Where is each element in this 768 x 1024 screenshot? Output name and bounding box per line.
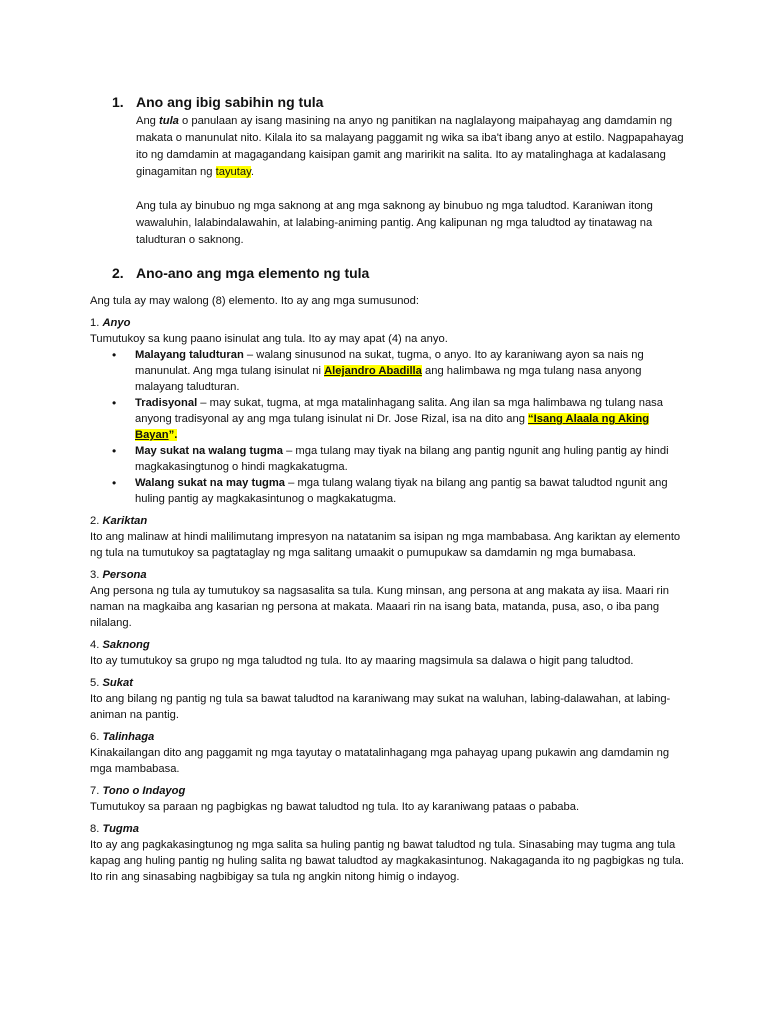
p1-highlight-tayutay: tayutay [215,166,251,178]
element-number: 7. [90,785,103,797]
element-anyo [90,315,690,507]
section-2-title: Ano-ano ang mga elemento ng tula [136,265,370,281]
element-description: Ito ang bilang ng pantig ng tula sa bawat taludtod na karaniwang may sukat na waluhan, labing-dalawahan, at labing-animan na pantig. [90,693,671,721]
elements-intro: Ang tula ay may walong (8) elemento. Ito ay ang mga sumusunod: [90,295,419,307]
element-kariktan [90,507,690,561]
p1-text-a: Ang [136,115,160,127]
element-description: Kinakailangan dito ang paggamit ng mga tayutay o matatalinhagang mga pahayag upang pukawin ang damdamin ng mga mambabasa. [90,747,670,775]
element-number: 5. [90,677,103,689]
element-tono-o-indayog [90,777,690,815]
element-title: Saknong [102,639,150,651]
element-title: Anyo [102,317,131,329]
bullet-term: Malayang taludturan [135,349,244,361]
bullet-dot-icon: • [112,444,117,458]
element-number: 2. [90,515,103,527]
section-2-number: 2. [112,265,124,281]
element-sukat [90,669,690,723]
element-description: Ito ay ang pagkakasingtunog ng mga salita sa huling pantig ng bawat taludtod ng tula. Sinasabing may tugma ang tula kapag ang huling pantig ng huling salita ng bawat taludtod ay magkakasintunog. Nakagaganda ito ng pagbigkas ng tula. Ito rin ang sinasabing nagbibigay sa tula ng angkin nitong himig o indayog. [90,839,684,883]
element-title: Sukat [102,677,133,689]
bullet-dot-icon: • [112,476,117,490]
element-description: Ito ay tumutukoy sa grupo ng mga taludtod ng tula. Ito ay maaring magsimula sa dalawa o higit pang taludtod. [90,655,634,667]
p1-text-b: o panulaan ay isang masining na anyo ng panitikan na naglalayong maipahayag ang damdamin ng makata o manunulat nito. Kilala ito sa malayang paggamit ng wika sa iba't ibang anyo at estilo. Nagpapahayag ito ng damdamin at magagandang kaisipan gamit ang maririkit na salita. Ito ay matalinghaga at kadalasang ginagamitan ng [136,115,684,178]
element-number: 6. [90,731,103,743]
highlight-alejandro-abadilla: Alejandro Abadilla [324,365,422,377]
p1-term-tula: tula [159,115,179,127]
element-number: 3. [90,569,103,581]
elements-list [90,507,690,885]
element-description: Ito ang malinaw at hindi malilimutang impresyon na natatanim sa isipan ng mga mambabasa. Ang kariktan ay elemento ng tula na tumutukoy sa pagtataglay ng mga salitang umaakit o pumupukaw sa damdamin ng mga bumabasa. [90,531,681,559]
section-1-title: Ano ang ibig sabihin ng tula [136,94,324,110]
bullet-item: • Tradisyonal – may sukat, tugma, at mga matalinhagang salita. Ang ilan sa mga halimbawa ng tulang nasa anyong tradisyonal ay ang mga tulang isinulat ni Dr. Jose Rizal, isa na dito ang “Isang Alaala ng Aking Bayan”. [112,396,663,441]
section-1-paragraph-1 [136,113,686,181]
element-title: Kariktan [102,515,148,527]
section-1-paragraph-2: Ang tula ay binubuo ng mga saknong at ang mga saknong ay binubuo ng mga taludtod. Karaniwan itong wawaluhin, lalabindalawahin, at lalabing-animing pantig. Ang kalipunan ng mga taludtod ay tinatawag na taludturan o saknong. [136,200,653,246]
elements-body [90,293,690,885]
section-2-heading [112,265,369,281]
anyo-bullet-list [90,347,690,507]
section-1-heading [112,94,323,110]
bullet-item: • May sukat na walang tugma – mga tulang may tiyak na bilang ang pantig ngunit ang huling pantig ay hindi magkakasingtunog o hindi magkakatugma. [112,444,669,473]
element-number: 4. [90,639,103,651]
bullet-item: • Walang sukat na may tugma – mga tulang walang tiyak na bilang ang pantig sa bawat taludtod ngunit ang huling pantig ay magkakasintunog o magkakatugma. [112,476,668,505]
element-tugma [90,815,690,885]
element-description: Ang persona ng tula ay tumutukoy sa nagsasalita sa tula. Kung minsan, ang persona at ang makata ay iisa. Maari rin naman na magkaiba ang kasarian ng persona at makata. Maaari rin na isang bata, matanda, pusa, aso, o iba pang nilalang. [90,585,669,629]
element-description: Tumutukoy sa kung paano isinulat ang tula. Ito ay may apat (4) na anyo. [90,333,448,345]
element-title: Persona [102,569,147,581]
bullet-term: Tradisyonal [135,397,198,409]
p1-text-c: . [250,166,254,178]
element-saknong [90,631,690,669]
highlight-isang-alaala: “Isang Alaala ng Aking Bayan [135,413,650,441]
bullet-term: May sukat na walang tugma [135,445,283,457]
element-talinhaga [90,723,690,777]
bullet-dot-icon: • [112,348,117,362]
bullet-dot-icon: • [112,396,117,410]
element-persona [90,561,690,631]
element-description: Tumutukoy sa paraan ng pagbigkas ng bawat taludtod ng tula. Ito ay karaniwang pataas o pababa. [90,801,580,813]
element-number: 1. [90,317,103,329]
element-title: Tono o Indayog [102,785,186,797]
element-number: 8. [90,823,103,835]
element-title: Talinhaga [102,731,155,743]
section-1-number: 1. [112,94,124,110]
bullet-term: Walang sukat na may tugma [135,477,286,489]
bullet-item: • Malayang taludturan – walang sinusunod na sukat, tugma, o anyo. Ito ay karaniwang ayon sa nais ng manunulat. Ang mga tulang isinulat ni Alejandro Abadilla ang halimbawa ng mga tulang nasa anyong malayang taludturan. [112,348,644,393]
element-title: Tugma [102,823,139,835]
